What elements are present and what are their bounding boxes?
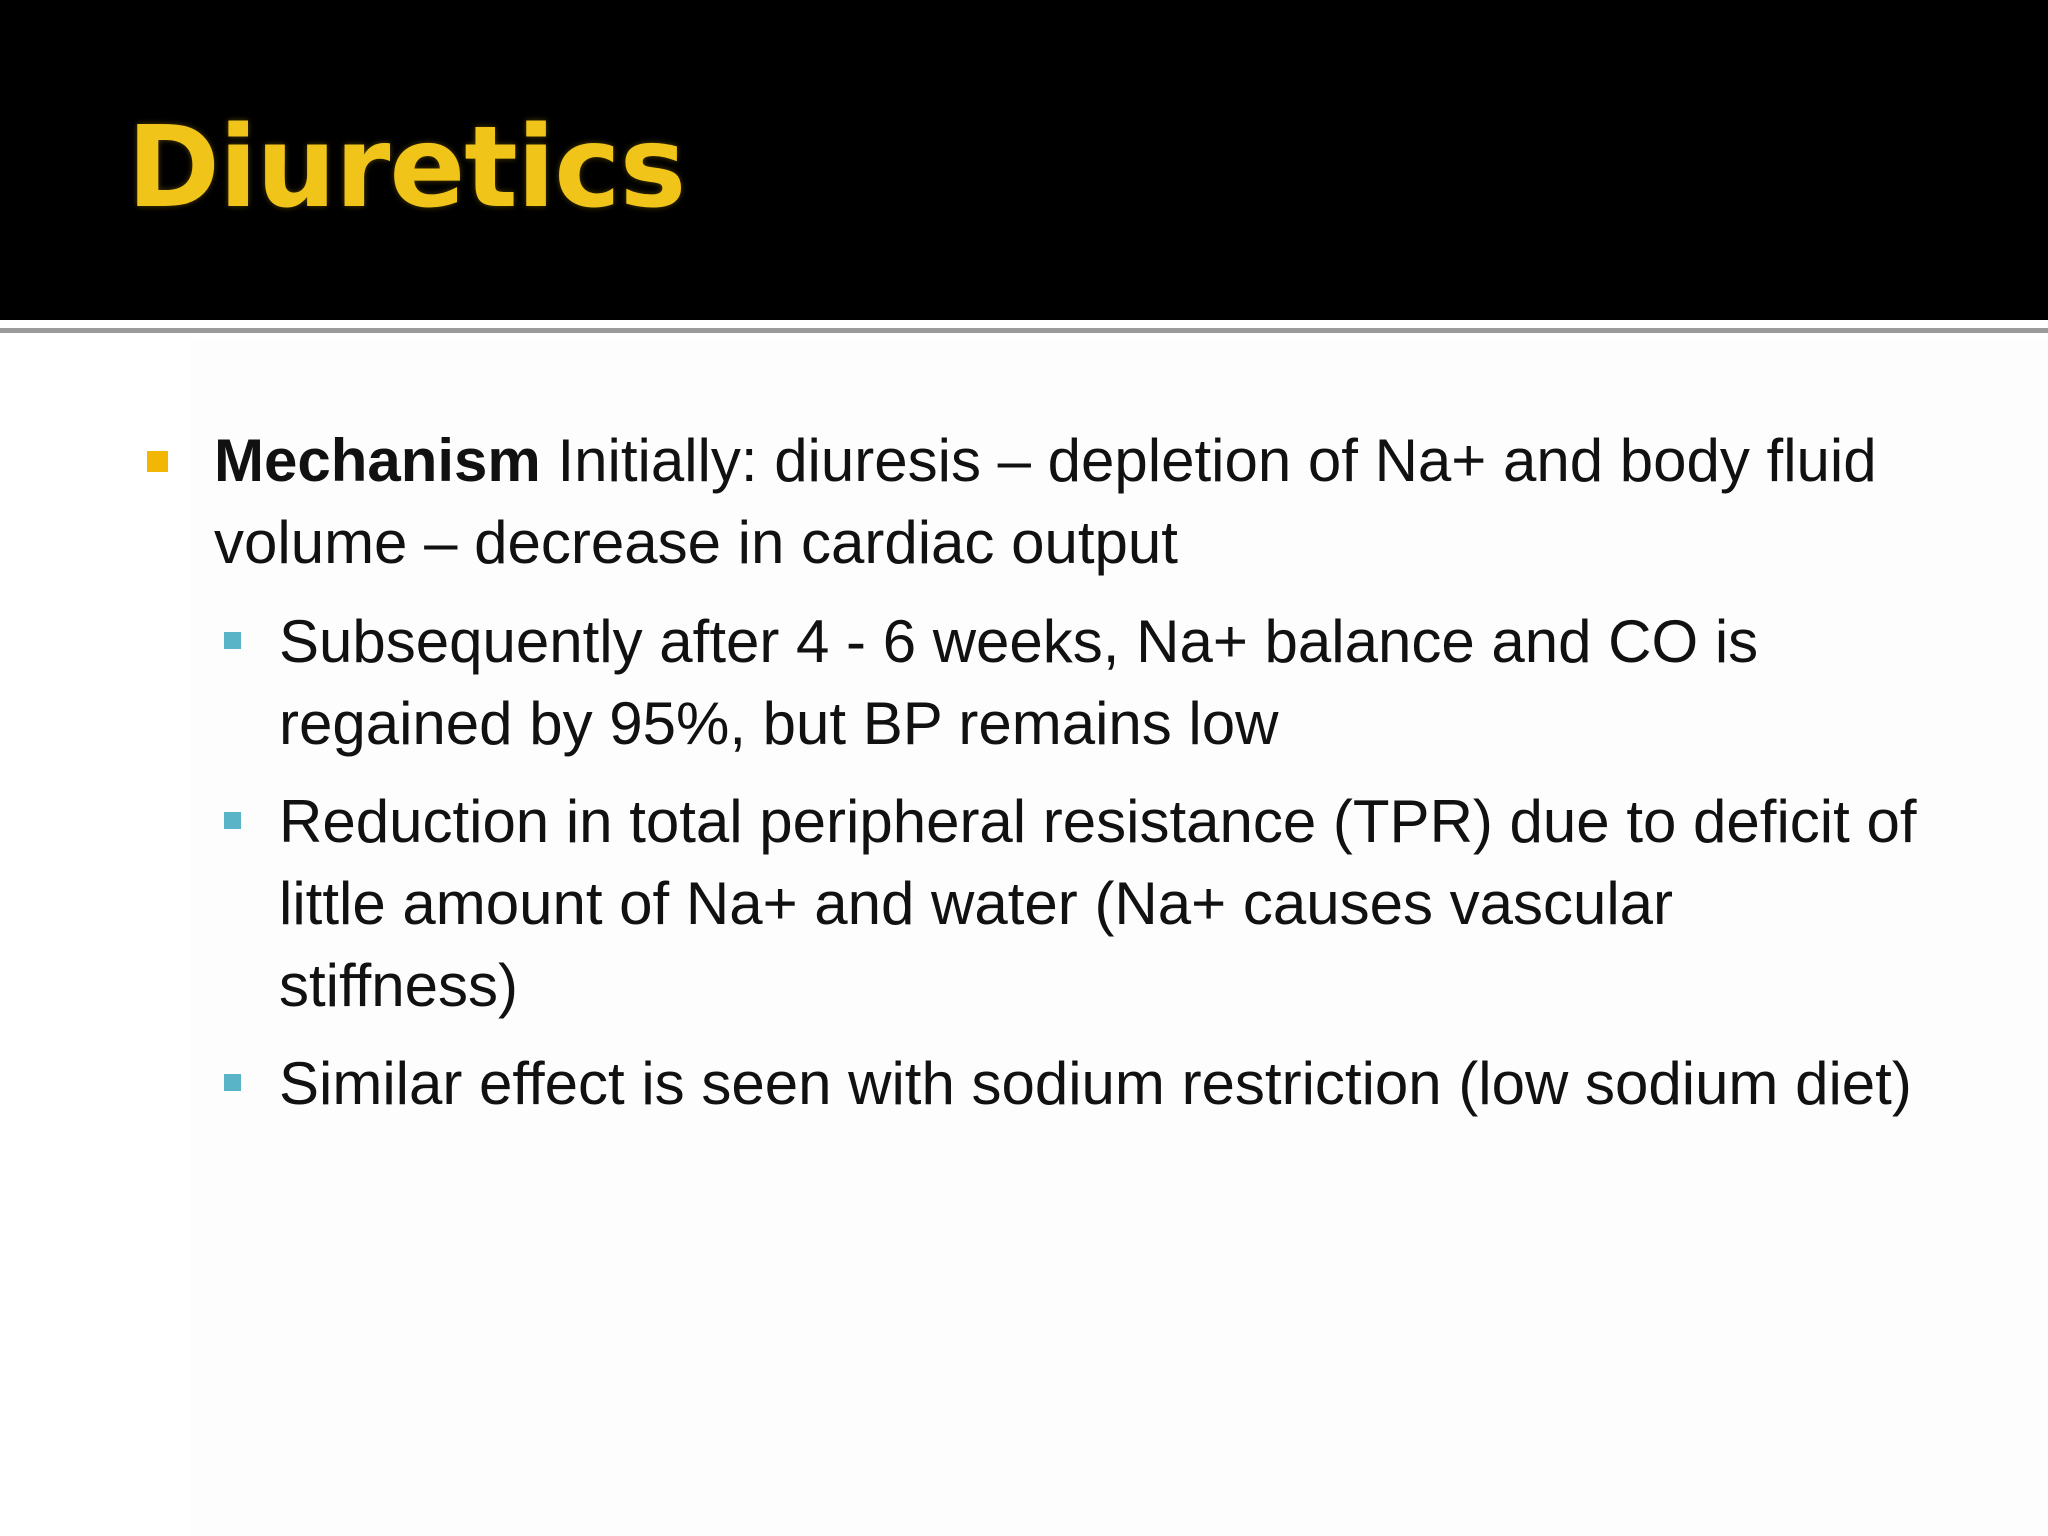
square-bullet-icon: [147, 451, 168, 472]
bullet-subsequently: [279, 601, 1919, 765]
bullet-bold-lead: Mechanism: [214, 427, 541, 494]
bullet-sodium-restriction: [279, 1043, 1919, 1125]
title-divider-grey: [0, 328, 2048, 333]
slide-title: Diuretics: [127, 103, 686, 233]
square-bullet-icon: [224, 632, 241, 649]
bullet-text: Reduction in total peripheral resistance (TPR) due to deficit of little amount of Na+ and water (Na+ causes vascular stiffness): [279, 788, 1917, 1019]
bullet-text: Subsequently after 4 - 6 weeks, Na+ balance and CO is regained by 95%, but BP remains low: [279, 608, 1759, 757]
bullet-text: Initially: diuresis – depletion of Na+ and body fluid volume – decrease in cardiac output: [214, 427, 1877, 576]
title-band: [0, 0, 2048, 320]
bullet-tpr-reduction: [279, 781, 1919, 1027]
square-bullet-icon: [224, 812, 241, 829]
square-bullet-icon: [224, 1074, 241, 1091]
bullet-text: Similar effect is seen with sodium restriction (low sodium diet): [279, 1050, 1912, 1117]
title-divider-white: [0, 320, 2048, 328]
bullet-mechanism: [214, 420, 1914, 584]
